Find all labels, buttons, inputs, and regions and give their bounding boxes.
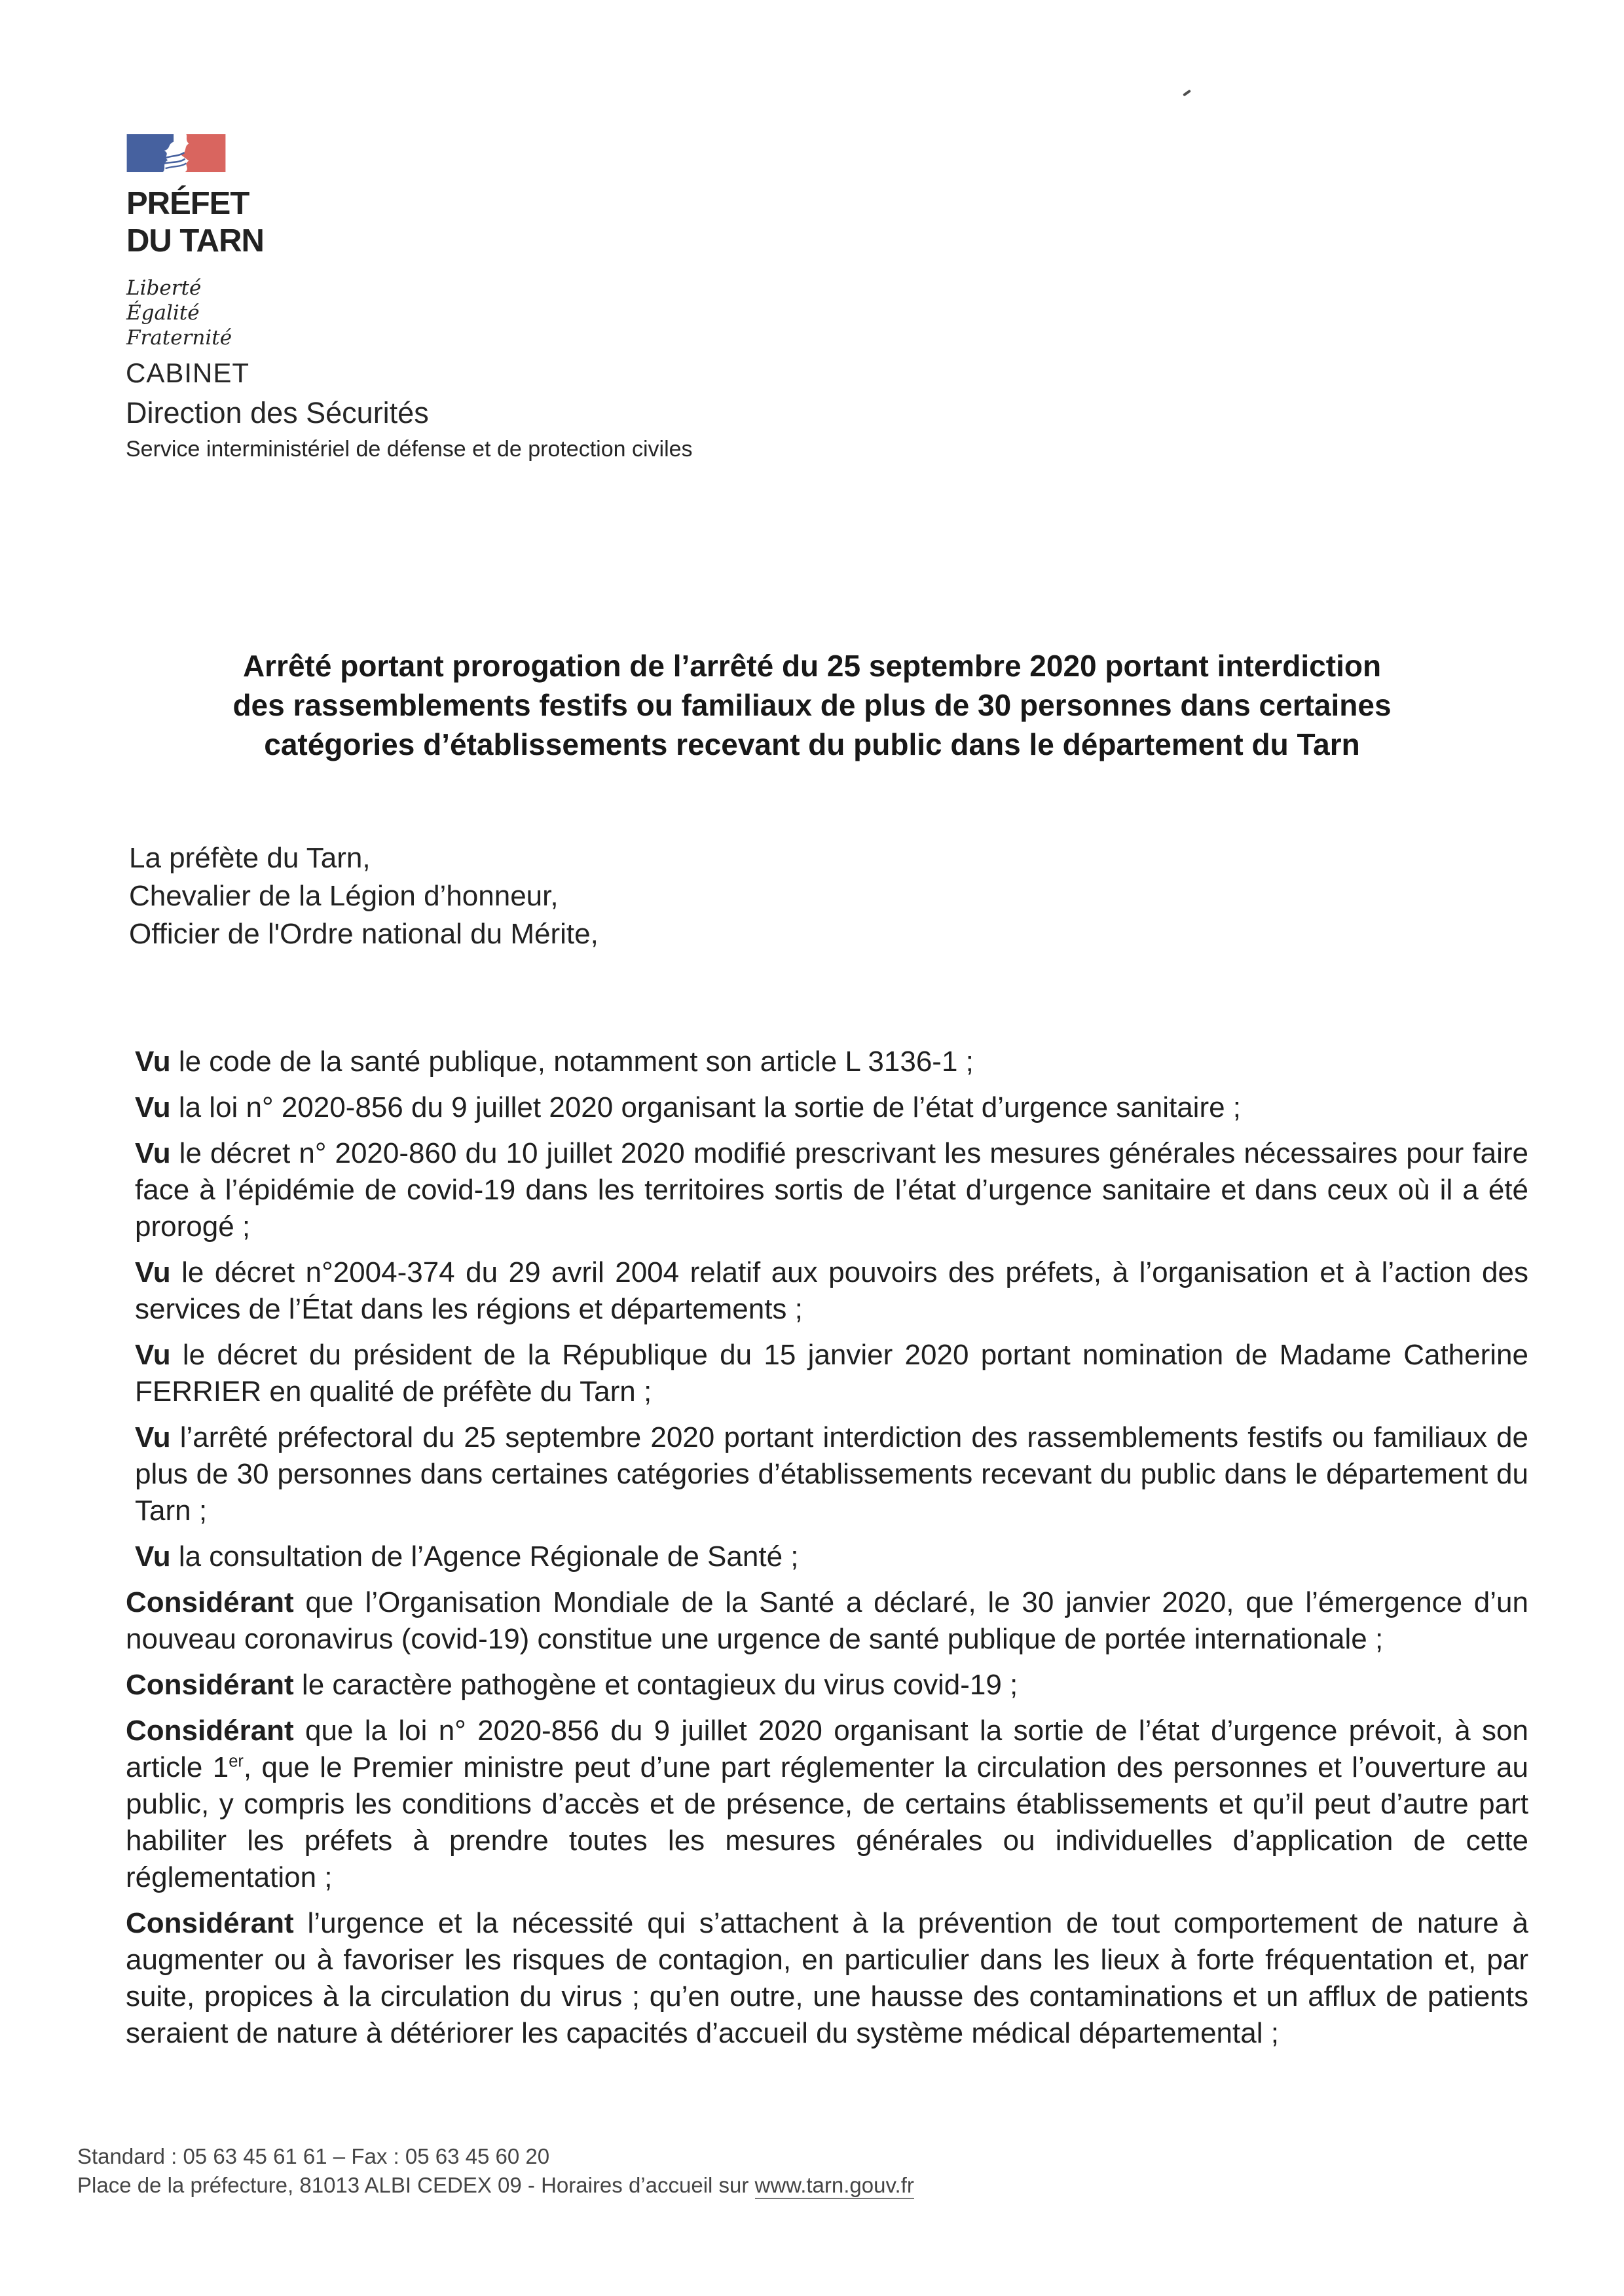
- vu-lead: Vu: [135, 1339, 171, 1371]
- title-line-1: Arrêté portant prorogation de l’arrêté du 25 septembre 2020 portant interdiction: [242, 648, 1382, 683]
- marianne-flag-icon: [126, 134, 226, 172]
- vu-lead: Vu: [135, 1046, 171, 1078]
- considerant-text: , que le Premier ministre peut d’une part réglementer la circulation des personnes et l’ouverture au public, y compris les conditions d’accès et de présence, de certains établissements et qu’il peut d’autre part habiliter les préfets à prendre toutes les mesures générales ou individuelles d’application de cette réglementation ;: [126, 1751, 1528, 1893]
- vu-lead: Vu: [135, 1091, 171, 1123]
- brand-name: [126, 185, 264, 260]
- vu-text: le décret n° 2020-860 du 10 juillet 2020 modifié prescrivant les mesures générales nécessaires pour faire face à l’épidémie de covid-19 dans les territoires sortis de l’état d’urgence sanitaire et dans ceux où il a été prorogé ;: [135, 1137, 1528, 1243]
- considerant-text: que l’Organisation Mondiale de la Santé a déclaré, le 30 janvier 2020, que l’émergence d’un nouveau coronavirus (covid-19) constitue une urgence de santé publique de portée internationale ;: [126, 1586, 1528, 1655]
- vu-clause-3: [126, 1135, 1528, 1245]
- salutation-line-3: Officier de l'Ordre national du Mérite,: [129, 918, 599, 950]
- considerant-clause-2: [126, 1667, 1528, 1704]
- letterhead: [126, 134, 264, 350]
- vu-lead: Vu: [135, 1421, 171, 1453]
- ordinal-superscript: er: [229, 1752, 244, 1771]
- vu-clause-6: [126, 1419, 1528, 1529]
- republic-motto: [126, 276, 264, 350]
- motto-liberte: Liberté: [126, 276, 202, 300]
- service-sidpc: Service interministériel de défense et de protection civiles: [126, 437, 693, 462]
- considerant-lead: Considérant: [126, 1586, 294, 1618]
- vu-lead: Vu: [135, 1540, 171, 1573]
- considerant-lead: Considérant: [126, 1907, 294, 1939]
- footer-address-text: Place de la préfecture, 81013 ALBI CEDEX 09 - Horaires d’accueil sur: [77, 2173, 755, 2197]
- footer-phone-line: Standard : 05 63 45 61 61 – Fax : 05 63 45 60 20: [77, 2144, 550, 2168]
- salutation-line-1: La préfète du Tarn,: [129, 842, 371, 874]
- service-cabinet: CABINET: [126, 357, 250, 388]
- vu-lead: Vu: [135, 1256, 171, 1288]
- salutation: [129, 839, 599, 953]
- footer-address-line: [77, 2171, 914, 2200]
- website-link[interactable]: www.tarn.gouv.fr: [755, 2173, 914, 2199]
- vu-text: la consultation de l’Agence Régionale de Santé ;: [170, 1540, 799, 1573]
- considerant-text: le caractère pathogène et contagieux du virus covid-19 ;: [293, 1669, 1018, 1701]
- considerant-clause-1: [126, 1584, 1528, 1658]
- brand-line-1: PRÉFET: [126, 186, 249, 221]
- vu-text: la loi n° 2020-856 du 9 juillet 2020 organisant la sortie de l’état d’urgence sanitaire ;: [170, 1091, 1242, 1123]
- vu-clause-1: [126, 1044, 1528, 1080]
- brand-line-2: DU TARN: [126, 223, 264, 259]
- vu-clause-4: [126, 1254, 1528, 1328]
- considerant-lead: Considérant: [126, 1669, 294, 1701]
- vu-clause-7: [126, 1539, 1528, 1575]
- salutation-line-2: Chevalier de la Légion d’honneur,: [129, 880, 559, 912]
- vu-text: le code de la santé publique, notamment son article L 3136-1 ;: [170, 1046, 974, 1078]
- page-footer: [77, 2142, 914, 2200]
- decree-body: [126, 1044, 1528, 2061]
- vu-text: l’arrêté préfectoral du 25 septembre 2020 portant interdiction des rassemblements festifs ou familiaux de plus de 30 personnes dans certaines catégories d’établissements recevant du public dans le département du Tarn ;: [135, 1421, 1528, 1527]
- motto-egalite: Égalité: [126, 301, 200, 325]
- considerant-clause-3: [126, 1713, 1528, 1896]
- vu-clause-2: [126, 1089, 1528, 1126]
- title-line-3: catégories d’établissements recevant du public dans le département du Tarn: [264, 727, 1360, 761]
- service-direction: Direction des Sécurités: [126, 396, 429, 429]
- considerant-text: que la loi n° 2020-856 du 9 juillet 2020 organisant la sortie de l’état d’urgence prévoit, à son article 1: [126, 1715, 1528, 1783]
- considerant-lead: Considérant: [126, 1715, 294, 1747]
- vu-text: le décret n°2004-374 du 29 avril 2004 relatif aux pouvoirs des préfets, à l’organisation et à l’action des services de l’État dans les régions et départements ;: [135, 1256, 1528, 1325]
- vu-clause-5: [126, 1337, 1528, 1410]
- vu-lead: Vu: [135, 1137, 171, 1169]
- considerant-text: l’urgence et la nécessité qui s’attachent à la prévention de tout comportement de nature à augmenter ou à favoriser les risques de contagion, en particulier dans les lieux à forte fréquentation et, par suite, propices à la circulation du virus ; qu’en outre, une hausse des contaminations et un afflux de patients seraient de nature à détériorer les capacités d’accueil du système médical départemental ;: [126, 1907, 1528, 2049]
- vu-text: le décret du président de la République du 15 janvier 2020 portant nomination de Madame Catherine FERRIER en qualité de préfète du Tarn ;: [135, 1339, 1528, 1408]
- scan-speck-artifact: [1183, 90, 1191, 97]
- title-line-2: des rassemblements festifs ou familiaux de plus de 30 personnes dans certaines: [232, 687, 1392, 722]
- issuing-service: [126, 359, 693, 460]
- considerant-clause-4: [126, 1905, 1528, 2052]
- decree-title: [0, 646, 1624, 764]
- motto-fraternite: Fraternité: [126, 326, 232, 350]
